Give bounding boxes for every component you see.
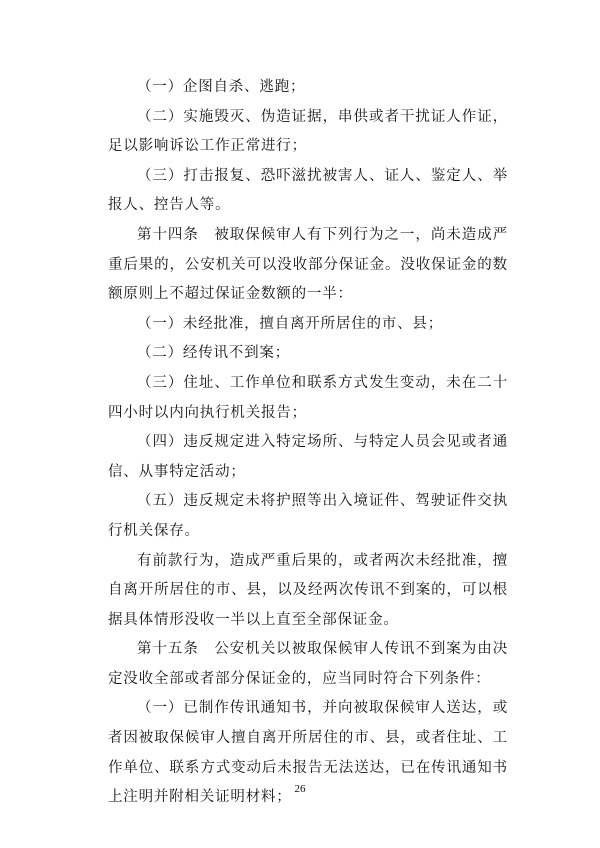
paragraph: （三）打击报复、恐吓滋扰被害人、证人、鉴定人、举报人、控告人等。 (108, 167, 508, 214)
paragraph: 有前款行为，造成严重后果的，或者两次未经批准，擅自离开所居住的市、县，以及经两次传讯不到案的，可以根据具体情形没收一半以上直至全部保证金。 (108, 552, 508, 628)
page-body (108, 73, 508, 813)
paragraph: （二）实施毁灭、伪造证据，串供或者干扰证人作证，足以影响诉讼工作正常进行； (108, 108, 508, 155)
paragraph: （一）企图自杀、逃跑； (137, 79, 306, 95)
page-number: 26 (294, 783, 306, 795)
paragraph: （五）违反规定未将护照等出入境证件、驾驶证件交执行机关保存。 (108, 493, 508, 539)
article-15: 第十五条 公安机关以被取保候审人传讯不到案为由决定没收全部或者部分保证金的，应当同时符合下列条件： (108, 641, 508, 687)
paragraph: （一）未经批准，擅自离开所居住的市、县； (137, 315, 443, 332)
paragraph: （一）已制作传讯通知书，并向被取保候审人送达，或者因被取保候审人擅自离开所居住的市、县，或者住址、工作单位、联系方式变动后未报告无法送达，已在传讯通知书上注明并附相关证明材料； (108, 700, 508, 806)
paragraph: （四）违反规定进入特定场所、与特定人员会见或者通信、从事特定活动； (108, 434, 508, 480)
paragraph: （三）住址、工作单位和联系方式发生变动，未在二十四小时以内向执行机关报告； (108, 374, 508, 421)
paragraph: （二）经传讯不到案； (137, 345, 290, 362)
article-14: 第十四条 被取保候审人有下列行为之一，尚未造成严重后果的，公安机关可以没收部分保证金。没收保证金的数额原则上不超过保证金数额的一半： (108, 226, 508, 303)
